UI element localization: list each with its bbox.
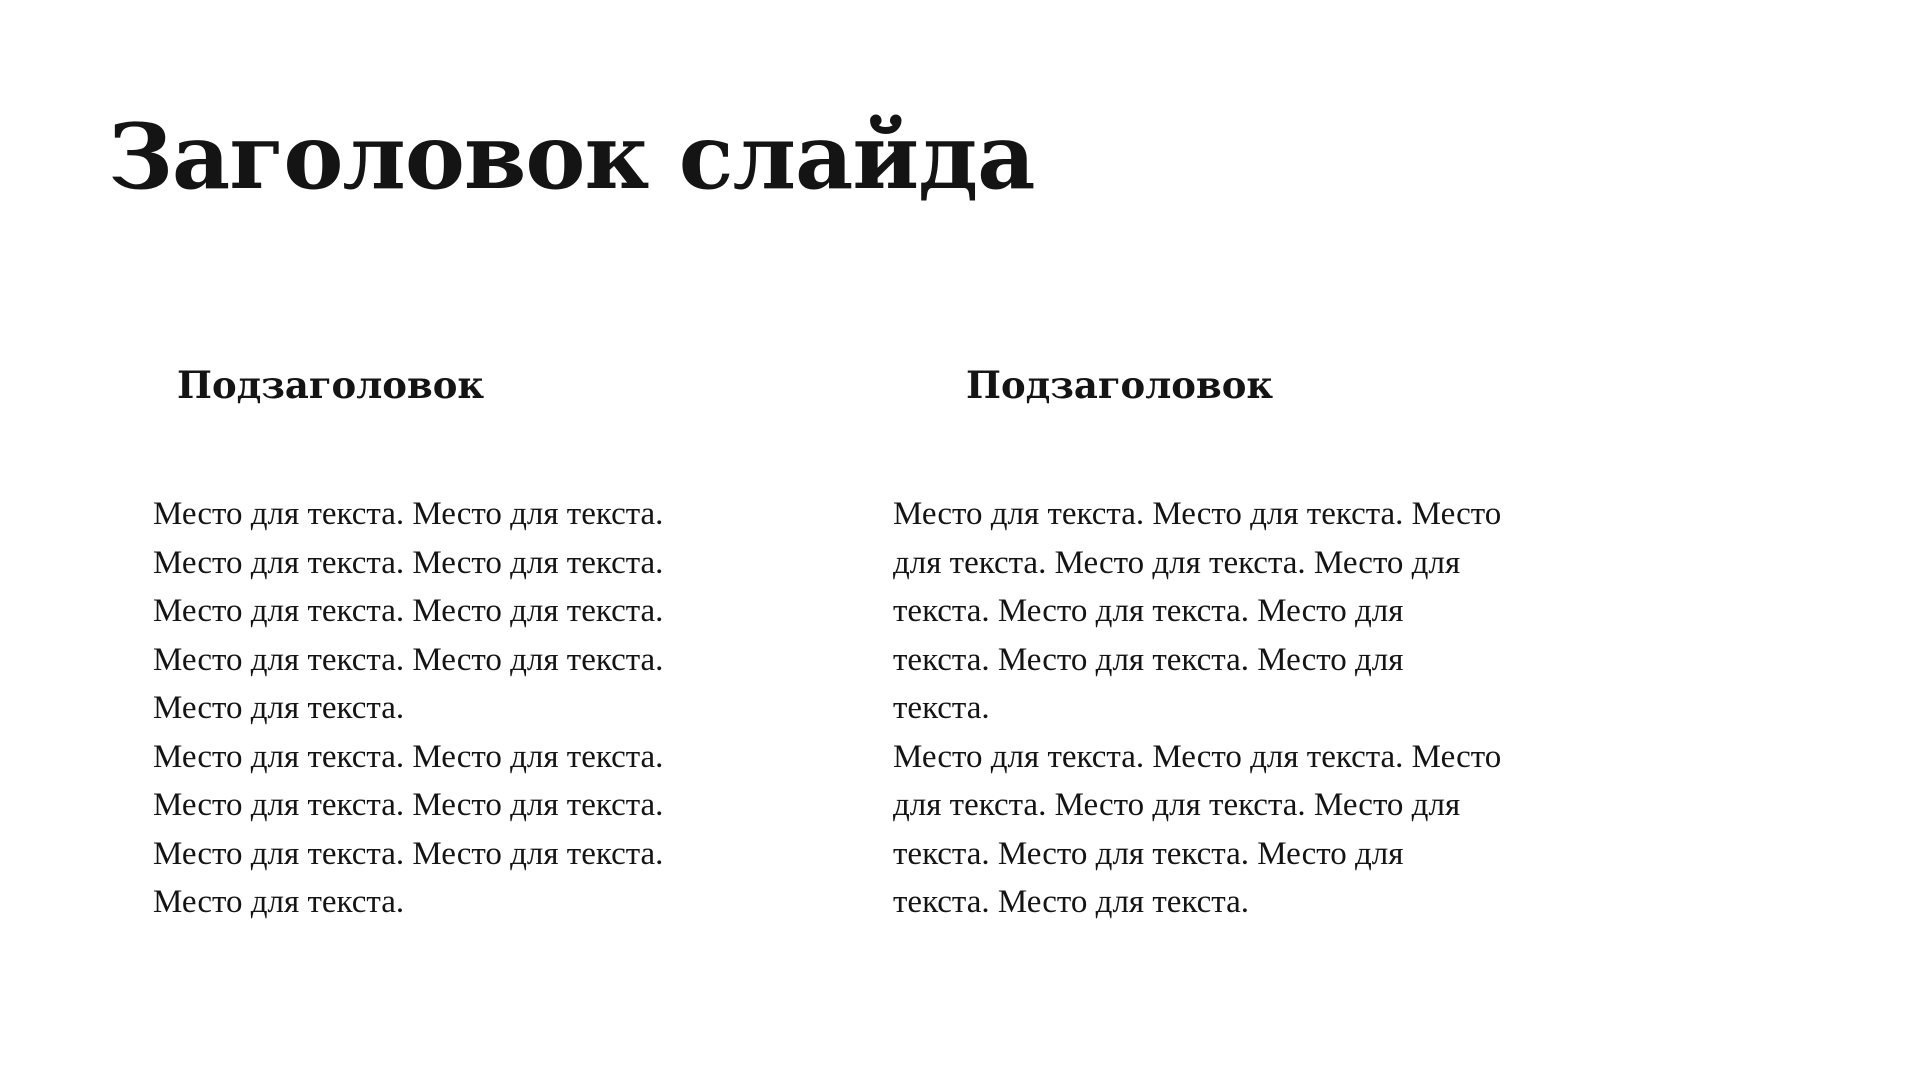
slide-title: Заголовок слайда	[108, 104, 1035, 210]
right-subtitle: Подзаголовок	[966, 363, 1274, 407]
text-line: текста. Место для текста. Место для	[893, 641, 1404, 678]
text-line: Место для текста. Место для текста. Место	[893, 738, 1502, 775]
text-line: для текста. Место для текста. Место для	[893, 787, 1461, 823]
text-line: Место для текста. Место для текста.	[153, 496, 664, 532]
text-line: Место для текста. Место для текста.	[153, 593, 664, 629]
right-body-text	[893, 490, 1573, 927]
text-line: текста. Место для текста. Место для	[893, 835, 1404, 872]
text-line: текста. Место для текста.	[893, 884, 1249, 920]
left-body-text	[153, 490, 743, 927]
text-line: Место для текста.	[153, 690, 405, 726]
text-line: текста. Место для текста. Место для	[893, 593, 1404, 629]
text-line: Место для текста.	[153, 884, 405, 920]
text-line: для текста. Место для текста. Место для	[893, 544, 1461, 581]
right-paragraph-1	[893, 490, 1573, 733]
left-paragraph-2	[153, 733, 743, 927]
left-column	[153, 355, 743, 927]
right-paragraph-2	[893, 733, 1573, 927]
text-line: Место для текста. Место для текста. Место	[893, 496, 1502, 532]
text-line: Место для текста. Место для текста.	[153, 787, 664, 823]
text-line: Место для текста. Место для текста.	[153, 544, 664, 581]
text-line: Место для текста. Место для текста.	[153, 738, 664, 775]
text-line: текста.	[893, 690, 990, 726]
text-line: Место для текста. Место для текста.	[153, 641, 664, 678]
left-paragraph-1	[153, 490, 743, 733]
text-line: Место для текста. Место для текста.	[153, 835, 664, 872]
right-column	[893, 355, 1573, 927]
left-subtitle: Подзаголовок	[177, 363, 485, 407]
